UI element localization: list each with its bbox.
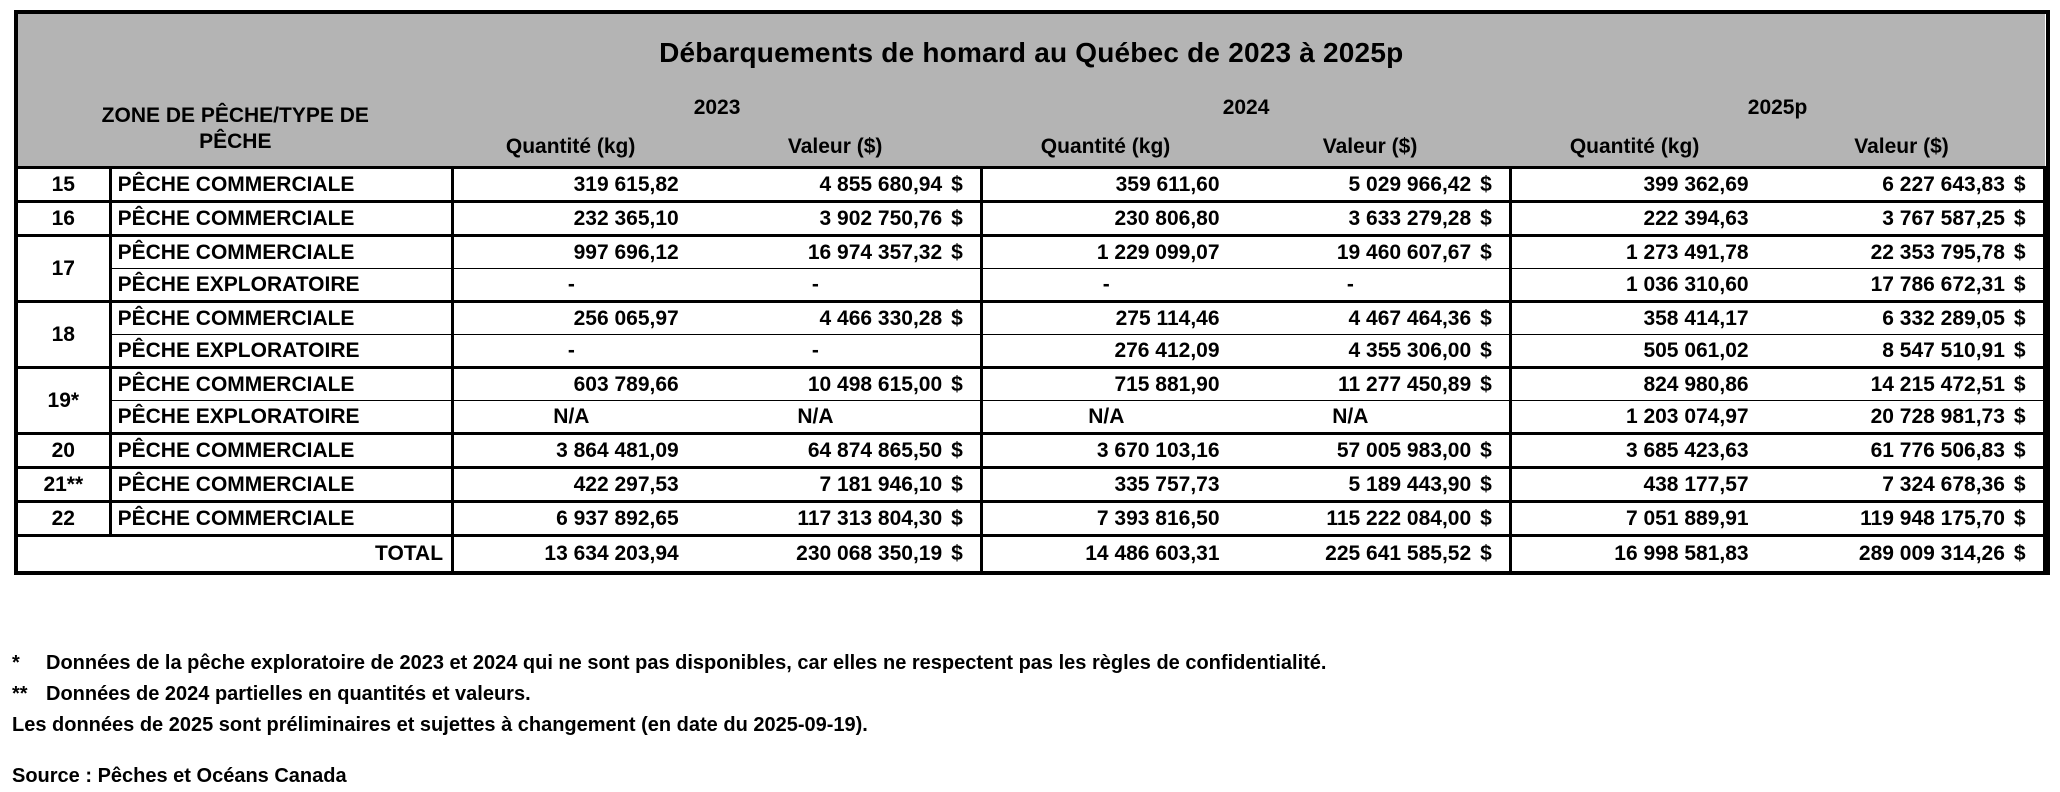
- col-value-2025: Valeur ($): [1759, 126, 2045, 168]
- year-2025-header: 2025p: [1511, 92, 2045, 126]
- table-row: [18, 401, 2045, 434]
- quantity-2023: 319 615,82: [453, 168, 689, 202]
- value-2025: 7 324 678,36: [1759, 468, 2009, 502]
- quantity-2025: 1 273 491,78: [1511, 236, 1759, 269]
- currency-2024: $: [1475, 368, 1510, 401]
- value-2023: -: [689, 335, 946, 368]
- currency-2023: [946, 401, 981, 434]
- value-2025: 3 767 587,25: [1759, 202, 2009, 236]
- currency-2025: $: [2009, 536, 2045, 572]
- currency-2025: $: [2009, 401, 2045, 434]
- footnote-2-text: Données de 2024 partielles en quantités et valeurs.: [46, 683, 531, 705]
- quantity-2024: 359 611,60: [982, 168, 1230, 202]
- table-row: [18, 502, 2045, 536]
- currency-2023: [946, 335, 981, 368]
- currency-2024: $: [1475, 434, 1510, 468]
- table-row: [18, 202, 2045, 236]
- value-2025: 119 948 175,70: [1759, 502, 2009, 536]
- quantity-2024: 715 881,90: [982, 368, 1230, 401]
- fishery-type: PÊCHE COMMERCIALE: [110, 168, 452, 202]
- quantity-2024: 3 670 103,16: [982, 434, 1230, 468]
- quantity-2023: 256 065,97: [453, 302, 689, 335]
- quantity-2025: 1 036 310,60: [1511, 269, 1759, 302]
- currency-2023: $: [946, 468, 981, 502]
- total-value-2025: 289 009 314,26: [1759, 536, 2009, 572]
- col-quantity-2025: Quantité (kg): [1511, 126, 1759, 168]
- quantity-2024: 7 393 816,50: [982, 502, 1230, 536]
- quantity-2023: 997 696,12: [453, 236, 689, 269]
- value-2024: 19 460 607,67: [1230, 236, 1476, 269]
- currency-2025: $: [2009, 335, 2045, 368]
- currency-2024: $: [1475, 536, 1510, 572]
- quantity-2023: -: [453, 269, 689, 302]
- currency-2023: $: [946, 168, 981, 202]
- value-2023: 16 974 357,32: [689, 236, 946, 269]
- quantity-2025: 222 394,63: [1511, 202, 1759, 236]
- value-2025: 6 332 289,05: [1759, 302, 2009, 335]
- footnote-2: [12, 679, 2052, 710]
- value-2023: 7 181 946,10: [689, 468, 946, 502]
- currency-2025: $: [2009, 202, 2045, 236]
- zone-label: 18: [18, 302, 110, 368]
- currency-2023: [946, 269, 981, 302]
- currency-2025: $: [2009, 168, 2045, 202]
- currency-2023: $: [946, 202, 981, 236]
- value-2023: 117 313 804,30: [689, 502, 946, 536]
- value-2024: N/A: [1230, 401, 1476, 434]
- table-row: [18, 168, 2045, 202]
- quantity-2024: 275 114,46: [982, 302, 1230, 335]
- value-2023: 4 466 330,28: [689, 302, 946, 335]
- quantity-2023: N/A: [453, 401, 689, 434]
- quantity-2023: 603 789,66: [453, 368, 689, 401]
- col-quantity-2024: Quantité (kg): [982, 126, 1230, 168]
- footnote-1-text: Données de la pêche exploratoire de 2023 et 2024 qui ne sont pas disponibles, car elles ne respectent pas les règles de confidentialité.: [46, 652, 1327, 674]
- total-row: [18, 536, 2045, 572]
- quantity-2023: 232 365,10: [453, 202, 689, 236]
- quantity-2024: 276 412,09: [982, 335, 1230, 368]
- value-2024: 5 029 966,42: [1230, 168, 1476, 202]
- landings-table: [18, 14, 2046, 571]
- year-2024-header: 2024: [982, 92, 1511, 126]
- quantity-2024: -: [982, 269, 1230, 302]
- fishery-type: PÊCHE COMMERCIALE: [110, 468, 452, 502]
- quantity-2024: 230 806,80: [982, 202, 1230, 236]
- zone-label: 19*: [18, 368, 110, 434]
- currency-2024: $: [1475, 302, 1510, 335]
- value-2023: -: [689, 269, 946, 302]
- value-2025: 20 728 981,73: [1759, 401, 2009, 434]
- table-row: [18, 236, 2045, 269]
- currency-2023: $: [946, 502, 981, 536]
- table-row: [18, 434, 2045, 468]
- quantity-2023: 3 864 481,09: [453, 434, 689, 468]
- total-quantity-2024: 14 486 603,31: [982, 536, 1230, 572]
- zone-label: 22: [18, 502, 110, 536]
- fishery-type: PÊCHE COMMERCIALE: [110, 302, 452, 335]
- total-quantity-2025: 16 998 581,83: [1511, 536, 1759, 572]
- quantity-2025: 824 980,86: [1511, 368, 1759, 401]
- currency-2023: $: [946, 536, 981, 572]
- value-2025: 14 215 472,51: [1759, 368, 2009, 401]
- fishery-type: PÊCHE COMMERCIALE: [110, 236, 452, 269]
- quantity-2025: 505 061,02: [1511, 335, 1759, 368]
- value-2024: 57 005 983,00: [1230, 434, 1476, 468]
- value-2025: 22 353 795,78: [1759, 236, 2009, 269]
- fishery-type: PÊCHE COMMERCIALE: [110, 368, 452, 401]
- fishery-type: PÊCHE EXPLORATOIRE: [110, 269, 452, 302]
- value-2024: -: [1230, 269, 1476, 302]
- value-2023: 3 902 750,76: [689, 202, 946, 236]
- currency-2025: $: [2009, 368, 2045, 401]
- footnotes: [12, 648, 2052, 792]
- fishery-type: PÊCHE COMMERCIALE: [110, 502, 452, 536]
- value-2024: 115 222 084,00: [1230, 502, 1476, 536]
- value-2025: 17 786 672,31: [1759, 269, 2009, 302]
- quantity-2024: 1 229 099,07: [982, 236, 1230, 269]
- value-2023: 4 855 680,94: [689, 168, 946, 202]
- currency-2024: $: [1475, 202, 1510, 236]
- value-2025: 61 776 506,83: [1759, 434, 2009, 468]
- total-label: TOTAL: [18, 536, 453, 572]
- value-2024: 3 633 279,28: [1230, 202, 1476, 236]
- value-2024: 4 467 464,36: [1230, 302, 1476, 335]
- zone-label: 15: [18, 168, 110, 202]
- currency-2025: $: [2009, 468, 2045, 502]
- year-2023-header: 2023: [453, 92, 982, 126]
- col-quantity-2023: Quantité (kg): [453, 126, 689, 168]
- currency-2025: $: [2009, 302, 2045, 335]
- currency-2025: $: [2009, 434, 2045, 468]
- value-2023: N/A: [689, 401, 946, 434]
- currency-2023: $: [946, 302, 981, 335]
- source-line: Source : Pêches et Océans Canada: [12, 765, 347, 787]
- footnote-3: Les données de 2025 sont préliminaires et sujettes à changement (en date du 2025-09-19).: [12, 714, 868, 736]
- currency-2024: $: [1475, 168, 1510, 202]
- value-2024: 4 355 306,00: [1230, 335, 1476, 368]
- zone-label: 21**: [18, 468, 110, 502]
- quantity-2025: 1 203 074,97: [1511, 401, 1759, 434]
- currency-2023: $: [946, 236, 981, 269]
- col-value-2023: Valeur ($): [689, 126, 982, 168]
- fishery-type: PÊCHE EXPLORATOIRE: [110, 401, 452, 434]
- quantity-2025: 358 414,17: [1511, 302, 1759, 335]
- footnote-2-mark: **: [12, 683, 28, 705]
- currency-2024: $: [1475, 468, 1510, 502]
- total-value-2024: 225 641 585,52: [1230, 536, 1476, 572]
- currency-2023: $: [946, 434, 981, 468]
- fishery-type: PÊCHE COMMERCIALE: [110, 434, 452, 468]
- currency-2024: $: [1475, 236, 1510, 269]
- zone-label: 20: [18, 434, 110, 468]
- fishery-type: PÊCHE EXPLORATOIRE: [110, 335, 452, 368]
- quantity-2023: -: [453, 335, 689, 368]
- value-2024: 5 189 443,90: [1230, 468, 1476, 502]
- currency-2023: $: [946, 368, 981, 401]
- footnote-1-mark: *: [12, 652, 20, 674]
- zone-header-line2: PÊCHE: [199, 130, 272, 153]
- zone-label: 17: [18, 236, 110, 302]
- currency-2024: $: [1475, 502, 1510, 536]
- quantity-2024: 335 757,73: [982, 468, 1230, 502]
- page-title: Débarquements de homard au Québec de 2023 à 2025p: [18, 14, 2045, 92]
- currency-2024: $: [1475, 335, 1510, 368]
- zone-label: 16: [18, 202, 110, 236]
- col-value-2024: Valeur ($): [1230, 126, 1511, 168]
- quantity-2023: 6 937 892,65: [453, 502, 689, 536]
- value-2024: 11 277 450,89: [1230, 368, 1476, 401]
- fishery-type: PÊCHE COMMERCIALE: [110, 202, 452, 236]
- year-header-row: [18, 92, 2045, 126]
- table-row: [18, 335, 2045, 368]
- currency-2025: $: [2009, 269, 2045, 302]
- quantity-2025: 7 051 889,91: [1511, 502, 1759, 536]
- currency-2024: [1475, 269, 1510, 302]
- zone-header-cell: [18, 92, 453, 168]
- zone-header-line1: ZONE DE PÊCHE/TYPE DE: [101, 104, 369, 127]
- value-2025: 8 547 510,91: [1759, 335, 2009, 368]
- currency-2025: $: [2009, 236, 2045, 269]
- table-row: [18, 269, 2045, 302]
- table-title-row: [18, 14, 2045, 92]
- quantity-2025: 438 177,57: [1511, 468, 1759, 502]
- total-quantity-2023: 13 634 203,94: [453, 536, 689, 572]
- table-row: [18, 468, 2045, 502]
- quantity-2024: N/A: [982, 401, 1230, 434]
- value-2025: 6 227 643,83: [1759, 168, 2009, 202]
- quantity-2023: 422 297,53: [453, 468, 689, 502]
- quantity-2025: 3 685 423,63: [1511, 434, 1759, 468]
- quantity-2025: 399 362,69: [1511, 168, 1759, 202]
- total-value-2023: 230 068 350,19: [689, 536, 946, 572]
- value-2023: 10 498 615,00: [689, 368, 946, 401]
- value-2023: 64 874 865,50: [689, 434, 946, 468]
- footnote-1: [12, 648, 2052, 679]
- landings-table-container: [14, 10, 2050, 575]
- table-row: [18, 302, 2045, 335]
- currency-2025: $: [2009, 502, 2045, 536]
- currency-2024: [1475, 401, 1510, 434]
- table-row: [18, 368, 2045, 401]
